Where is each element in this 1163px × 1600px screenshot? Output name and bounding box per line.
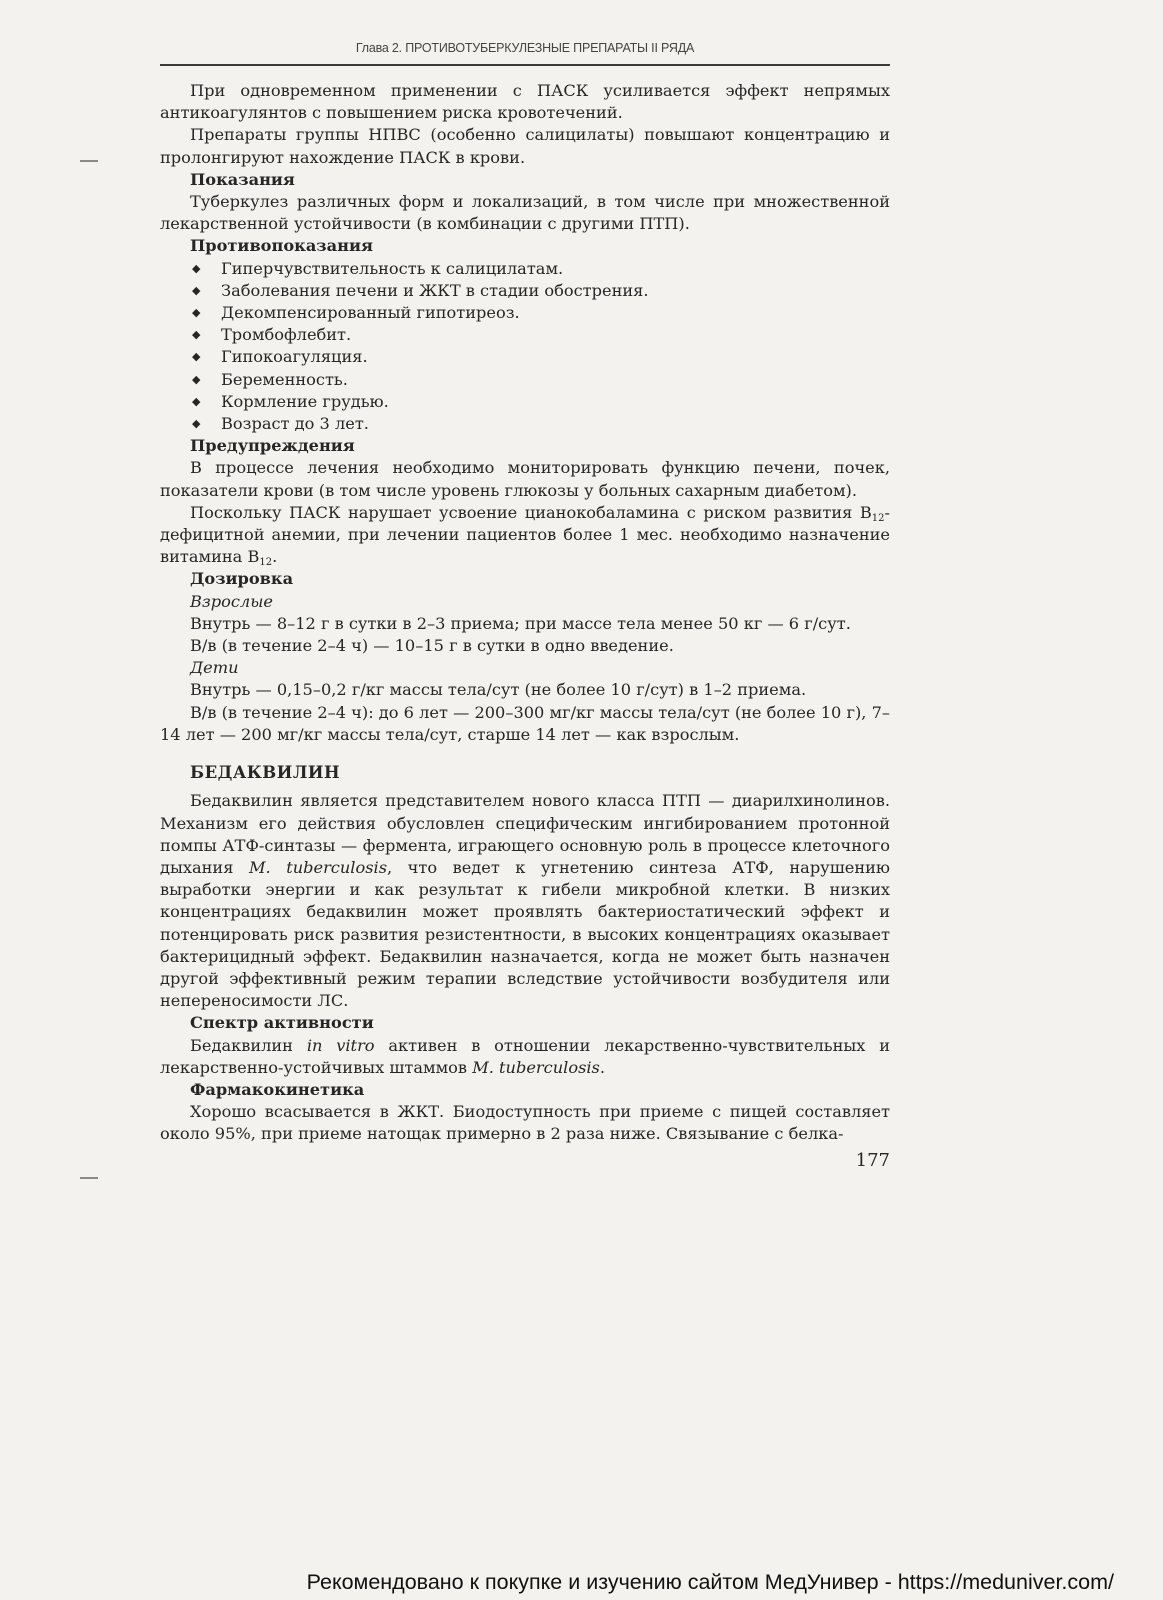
paragraph: Поскольку ПАСК нарушает усвоение цианокобаламина с риском развития $B_{12}$-дефицитной анемии, при лечении пациентов более 1 мес. необходимо назначение витамина $B_{12}$. xyxy=(160,502,890,569)
bullet-icon: ◆ xyxy=(192,283,201,297)
paragraph: Внутрь — 0,15–0,2 г/кг массы тела/сут (не более 10 г/сут) в 1–2 приема. xyxy=(190,680,807,700)
footer-watermark: Рекомендовано к покупке и изучению сайтом МедУнивер - https://meduniver.com/ xyxy=(306,1570,1114,1594)
paragraph: Бедаквилин in vitro активен в отношении лекарственно-чувствительных и лекарственно-устойчивых штаммов M. tuberculosis. xyxy=(160,1035,891,1077)
list-item: ◆ Гиперчувствительность к салицилатам. xyxy=(160,258,890,280)
list-item: ◆ Возраст до 3 лет. xyxy=(160,413,890,435)
bullet-icon: ◆ xyxy=(192,417,201,431)
bullet-icon: ◆ xyxy=(192,350,201,364)
paragraph: В/в (в течение 2–4 ч) — 10–15 г в сутки в одно введение. xyxy=(190,636,674,656)
section-heading-pharmacokinetics: Фармакокинетика xyxy=(190,1079,365,1099)
bullet-icon: ◆ xyxy=(192,261,201,275)
paragraph: Туберкулез различных форм и локализаций, в том числе при множественной лекарственной устойчивости (в комбинации с другими ПТП). xyxy=(160,192,890,234)
running-header xyxy=(160,40,890,66)
bullet-icon: ◆ xyxy=(192,306,201,320)
paragraph: Препараты группы НПВС (особенно салицилаты) повышают концентрацию и пролонгируют нахождение ПАСК в крови. xyxy=(160,125,890,167)
margin-mark xyxy=(80,160,98,162)
list-item: ◆ Кормление грудью. xyxy=(160,391,890,413)
section-heading-contraindications: Противопоказания xyxy=(190,236,373,256)
contraindications-list xyxy=(160,258,890,436)
paragraph: Внутрь — 8–12 г в сутки в 2–3 приема; при массе тела менее 50 кг — 6 г/сут. xyxy=(190,613,851,633)
subheading-children: Дети xyxy=(190,658,239,678)
bullet-icon: ◆ xyxy=(192,394,201,408)
section-heading-indications: Показания xyxy=(190,169,295,189)
page-number: 177 xyxy=(855,1150,890,1171)
paragraph: Хорошо всасывается в ЖКТ. Биодоступность при приеме с пищей составляет около 95%, при приеме натощак примерно в 2 раза ниже. Связывание с белка- xyxy=(160,1102,890,1144)
chapter-title: Глава 2. ПРОТИВОТУБЕРКУЛЕЗНЫЕ ПРЕПАРАТЫ II РЯДА xyxy=(355,41,695,55)
paragraph: В процессе лечения необходимо мониторировать функцию печени, почек, показатели крови (в том числе уровень глюкозы у больных сахарным диабетом). xyxy=(160,458,890,500)
subheading-adults: Взрослые xyxy=(190,591,273,611)
drug-title: БЕДАКВИЛИН xyxy=(190,763,341,783)
bullet-icon: ◆ xyxy=(192,372,201,386)
margin-mark xyxy=(80,1177,98,1179)
paragraph: В/в (в течение 2–4 ч): до 6 лет — 200–300 мг/кг массы тела/сут (не более 10 г), 7–14 лет — 200 мг/кг массы тела/сут, старше 14 лет — как взрослым. xyxy=(160,702,890,744)
paragraph: Бедаквилин является представителем нового класса ПТП — диарилхинолинов. Механизм его действия обусловлен специфическим ингибированием протонной помпы АТФ-синтазы — фермента, играющего основную роль в процессе клеточного дыхания M. tuberculosis, что ведет к угнетению синтеза АТФ, нарушению выработки энергии и как результат к гибели микробной клетки. В низких концентрациях бедаквилин может проявлять бактериостатический эффект и потенцировать риск развития резистентности, в высоких концентрациях оказывает бактерицидный эффект. Бедаквилин назначается, когда не может быть назначен другой эффективный режим терапии вследствие устойчивости возбудителя или непереносимости ЛС. xyxy=(160,791,890,1011)
section-heading-spectrum: Спектр активности xyxy=(190,1013,374,1033)
list-item: ◆ Декомпенсированный гипотиреоз. xyxy=(160,302,890,324)
page-body xyxy=(160,80,890,1146)
section-heading-dosage: Дозировка xyxy=(190,569,294,589)
paragraph: При одновременном применении с ПАСК усиливается эффект непрямых антикоагулянтов с повышением риска кровотечений. xyxy=(160,81,890,123)
list-item: ◆ Тромбофлебит. xyxy=(160,324,890,346)
section-heading-warnings: Предупреждения xyxy=(190,436,355,456)
bullet-icon: ◆ xyxy=(192,328,201,342)
list-item: ◆ Заболевания печени и ЖКТ в стадии обострения. xyxy=(160,280,890,302)
list-item: ◆ Беременность. xyxy=(160,369,890,391)
list-item: ◆ Гипокоагуляция. xyxy=(160,346,890,368)
